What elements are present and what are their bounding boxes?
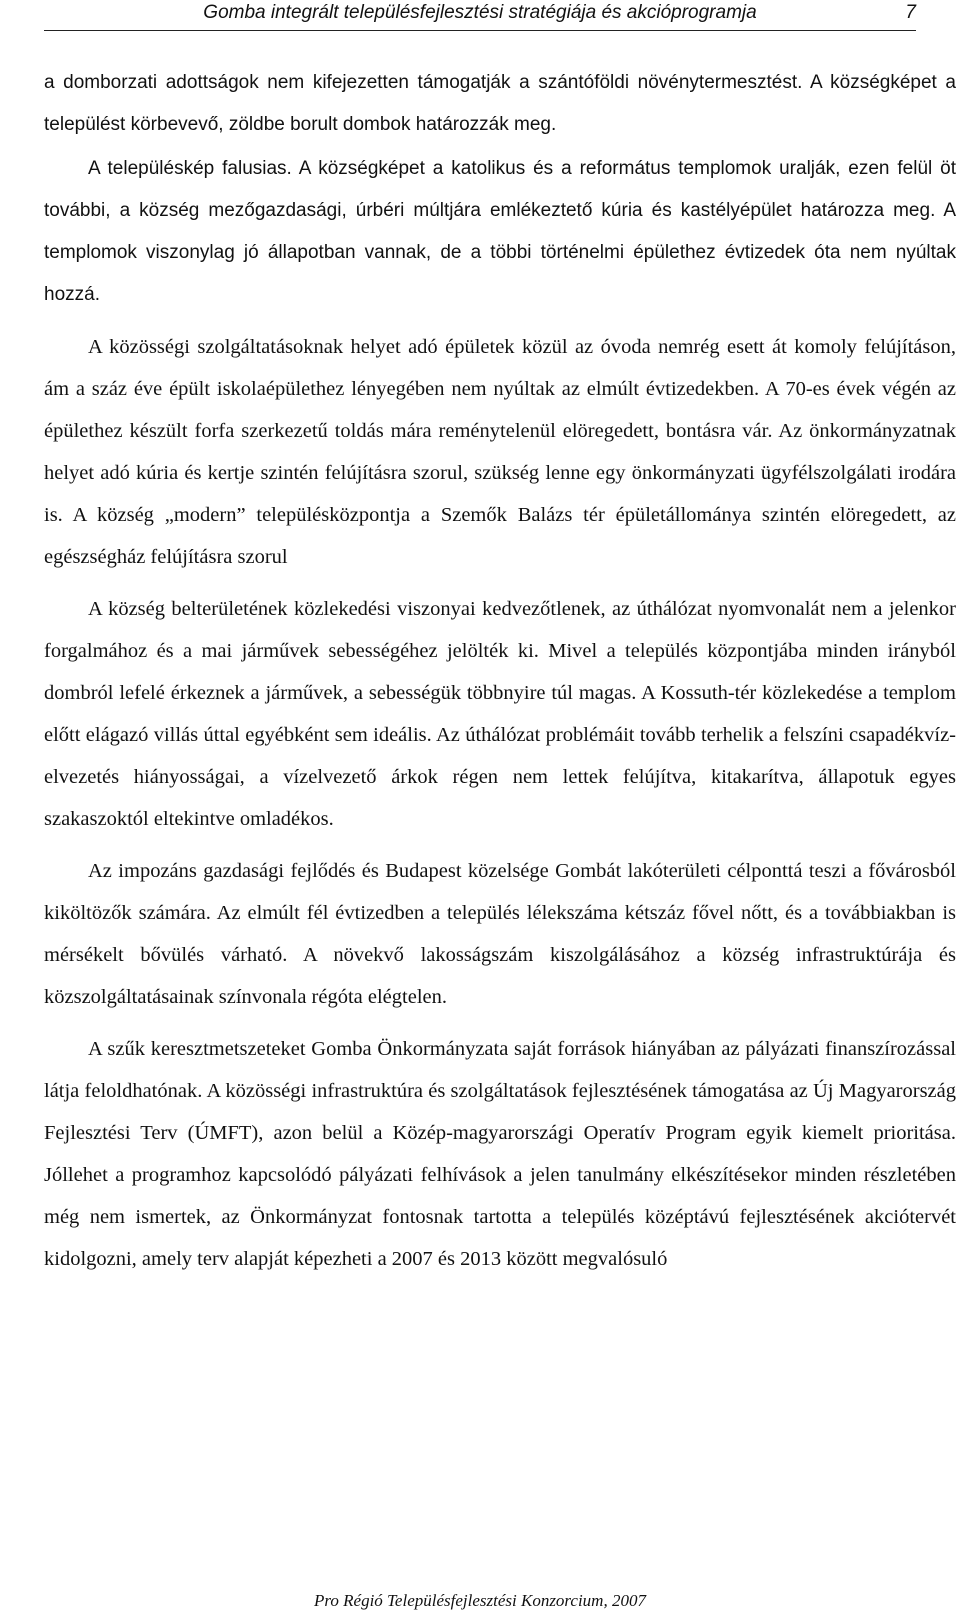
paragraph: A szűk keresztmetszeteket Gomba Önkormányzata saját források hiányában az pályázati finanszírozással látja feloldhatónak. A közösségi infrastruktúra és szolgáltatások fejlesztésének támogatása az Új Magyarország Fejlesztési Terv (ÚMFT), azon belül a Közép-magyarországi Operatív Program egyik kiemelt prioritása. Jóllehet a programhoz kapcsolódó pályázati felhívások a jelen tanulmány elkészítésekor minden részletében még nem ismertek, az Önkormányzat fontosnak tartotta a település középtávú fejlesztésének akciótervét kidolgozni, amely terv alapját képezheti a 2007 és 2013 között megvalósuló [44,1038,956,1270]
paragraph: A településkép falusias. A községképet a katolikus és a református templomok uralják, ezen felül öt további, a község mezőgazdasági, úrbéri múltjára emlékeztető kúria és kastélyépület határozza meg. A templomok viszonylag jó állapotban vannak, de a többi történelmi épülethez évtizedek óta nem nyúltak hozzá. [44,158,956,305]
document-title: Gomba integrált településfejlesztési stratégiája és akcióprogramja [203,2,757,23]
paragraph: Az impozáns gazdasági fejlődés és Budapest közelsége Gombát lakóterületi célponttá teszi a fővárosból kiköltözők számára. Az elmúlt fél évtizedben a település lélekszáma kétszáz fővel nőtt, és a továbbiakban is mérsékelt bővülés várható. A növekvő lakosságszám kiszolgálásához a község infrastruktúrája és közszolgáltatásainak színvonala régóta elégtelen. [44,860,956,1008]
paragraph: a domborzati adottságok nem kifejezetten támogatják a szántóföldi növénytermesztést. A községképet a települést körbevevő, zöldbe borult dombok határozzák meg. [44,72,956,135]
document-body [44,62,956,1280]
page-header [44,0,916,31]
page-number: 7 [905,2,916,23]
paragraph: A község belterületének közlekedési viszonyai kedvezőtlenek, az úthálózat nyomvonalát nem a jelenkor forgalmához és a mai járművek sebességéhez jelölték ki. Mivel a település központjába minden irányból dombról lefelé érkeznek a járművek, a sebességük többnyire túl magas. A Kossuth-tér közlekedése a templom előtt elágazó villás úttal egyébként sem ideális. Az úthálózat problémáit tovább terhelik a felszíni csapadékvíz-elvezetés hiányosságai, a vízelvezető árkok régen nem lettek felújítva, kitakarítva, állapotuk egyes szakaszoktól eltekintve omladékos. [44,598,956,830]
paragraph: A közösségi szolgáltatásoknak helyet adó épületek közül az óvoda nemrég esett át komoly felújításon, ám a száz éve épült iskolaépülethez lényegében nem nyúltak az elmúlt évtizedekben. A 70-es évek végén az épülethez készült forfa szerkezetű toldás mára reménytelenül elöregedett, bontásra vár. Az önkormányzatnak helyet adó kúria és kertje szintén felújításra szorul, szükség lenne egy önkormányzati ügyfélszolgálati irodára is. A község „modern” településközpontja a Szemők Balázs tér épületállománya szintén elöregedett, az egészségház felújításra szorul [44,336,956,568]
page-footer: Pro Régió Településfejlesztési Konzorcium, 2007 [314,1591,646,1610]
